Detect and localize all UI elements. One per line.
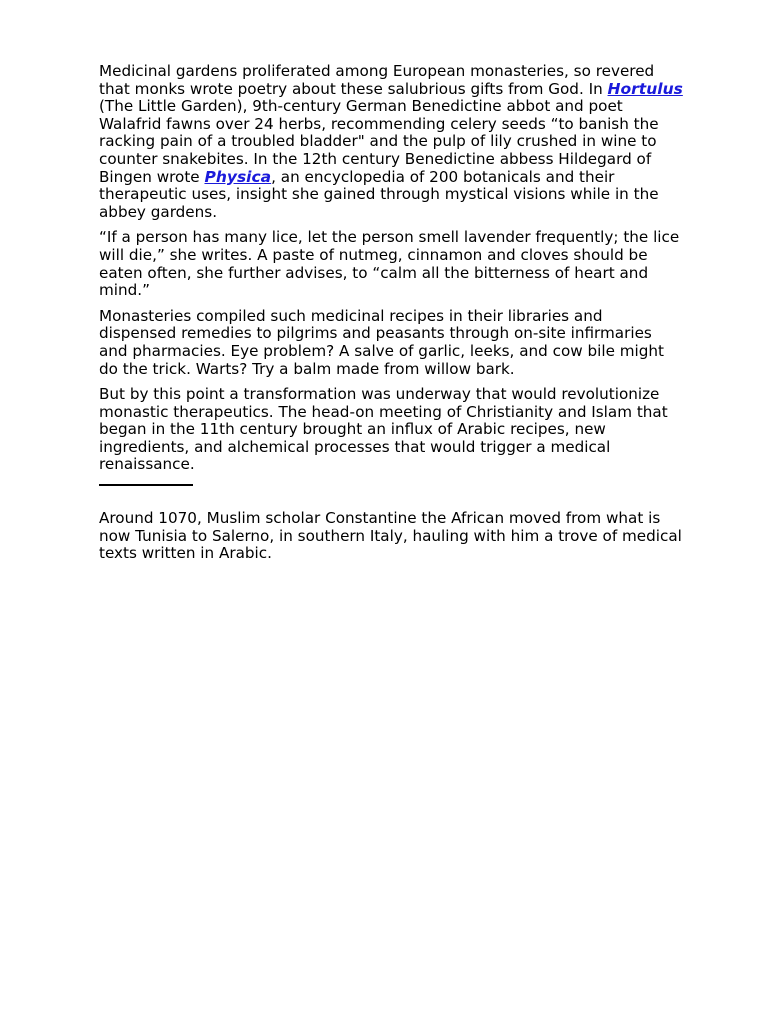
paragraph-text: , an encyclopedia of 200 botanicals and their therapeutic uses, insight she gained through mystical visions while in the abbey gardens. — [99, 167, 659, 221]
paragraph-text: (The Little Garden), 9th-century German Benedictine abbot and poet Walafrid fawns over 24 herbs, recommending celery seeds “to banish the racking pain of a troubled bladder" and the pulp of lily crushed in wine to counter snakebites. In the 12th century Benedictine abbess Hildegard of Bingen wrote — [99, 97, 659, 186]
paragraph-lice-quote: “If a person has many lice, let the person smell lavender frequently; the lice will die,” she writes. A paste of nutmeg, cinnamon and cloves should be eaten often, she further advises, to “calm all the bitterness of heart and mind.” — [99, 228, 680, 300]
paragraph-text: Medicinal gardens proliferated among European monasteries, so revered that monks wrote poetry about these salubrious gifts from God. In — [99, 62, 655, 98]
section-divider — [99, 484, 193, 486]
hortulus-link[interactable]: Hortulus — [607, 79, 683, 98]
physica-link[interactable]: Physica — [204, 167, 272, 186]
document-body — [99, 63, 684, 571]
paragraph-medicinal-gardens — [99, 63, 684, 221]
paragraph-constantine: Around 1070, Muslim scholar Constantine the African moved from what is now Tunisia to Salerno, in southern Italy, hauling with him a trove of medical texts written in Arabic. — [99, 509, 682, 563]
paragraph-transformation: But by this point a transformation was underway that would revolutionize monastic therapeutics. The head-on meeting of Christianity and Islam that began in the 11th century brought an influx of Arabic recipes, new ingredients, and alchemical processes that would trigger a medical renaissance. — [99, 385, 668, 474]
paragraph-monastery-recipes: Monasteries compiled such medicinal recipes in their libraries and dispensed remedies to pilgrims and peasants through on-site infirmaries and pharmacies. Eye problem? A salve of garlic, leeks, and cow bile might do the trick. Warts? Try a balm made from willow bark. — [99, 306, 664, 378]
